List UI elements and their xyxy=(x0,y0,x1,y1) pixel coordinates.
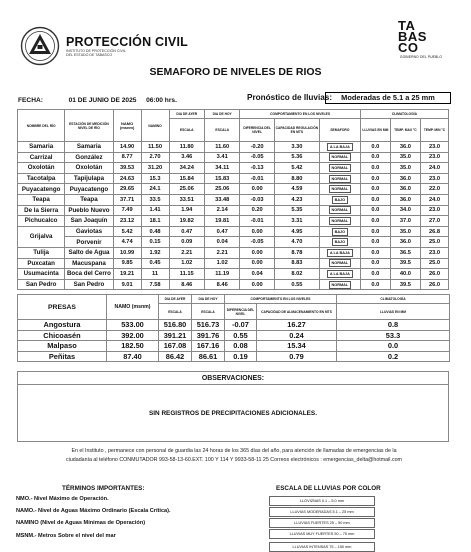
semaforo-cell xyxy=(319,142,360,153)
contact-info xyxy=(18,447,450,464)
presa-row xyxy=(18,330,450,341)
contact-line1: En el Instituto , permanece con personal de guardia las 24 horas de los 365 días del año, para atención de llamadas de emergencias de la xyxy=(71,448,397,454)
cell-est: González xyxy=(65,152,113,163)
cell-namino: 11.50 xyxy=(141,142,169,153)
cell-tmax: 36.0 xyxy=(390,194,420,205)
escala-item-intensas: LLUVIAS INTENSAS 75 – 150 mm xyxy=(269,542,375,552)
presa-cell-namo: 392.00 xyxy=(107,330,159,341)
semaforo-badge: NORMAL xyxy=(329,153,352,161)
cell-namo: 9.01 xyxy=(113,279,141,290)
cell-tmax: 39.5 xyxy=(390,279,420,290)
cell-namino: 7.58 xyxy=(141,279,169,290)
cell-cap: 4.95 xyxy=(274,226,319,237)
cell-hoy: 19.81 xyxy=(204,216,239,227)
cell-hoy: 8.46 xyxy=(204,279,239,290)
river-row xyxy=(18,173,449,184)
semaforo-cell xyxy=(319,173,360,184)
cell-ayer: 15.84 xyxy=(169,173,204,184)
cell-namino: 1.92 xyxy=(141,247,169,258)
org-subtitle xyxy=(66,49,126,58)
river-row xyxy=(18,205,449,216)
observaciones-title: OBSERVACIONES: xyxy=(18,372,449,385)
cell-namino: 0.48 xyxy=(141,226,169,237)
presa-cell-dif: 0.08 xyxy=(225,341,257,352)
cell-namo: 10.99 xyxy=(113,247,141,258)
cell-dif: -0.05 xyxy=(240,237,274,248)
river-row xyxy=(18,216,449,227)
cell-est: San Pedro xyxy=(65,279,113,290)
cell-hoy: 25.06 xyxy=(204,184,239,195)
fecha-label: FECHA: xyxy=(18,97,43,104)
cell-namo: 7.49 xyxy=(113,205,141,216)
cell-tmax: 35.0 xyxy=(390,152,420,163)
cell-dif: 0.00 xyxy=(240,258,274,269)
cell-cap: 3.30 xyxy=(274,142,319,153)
cell-est: Pueblo Nuevo xyxy=(65,205,113,216)
header xyxy=(0,0,471,66)
cell-lluv: 0.0 xyxy=(360,142,390,153)
cell-ayer: 19.82 xyxy=(169,216,204,227)
cell-namo: 5.42 xyxy=(113,226,141,237)
org-title: PROTECCIÓN CIVIL xyxy=(66,35,188,49)
presa-cell-dif: -0.07 xyxy=(225,320,257,331)
semaforo-cell xyxy=(319,226,360,237)
cell-tmin: 23.0 xyxy=(420,142,448,153)
th-capacidad: CAPACIDAD REGULACIÓN EN MTS xyxy=(274,119,319,142)
th-presas-dia-ayer: DIA DE AYER xyxy=(159,295,192,304)
th-temp-max: TEMP. MAX °C xyxy=(390,119,420,142)
escala-item-fuertes: LLUVIAS FUERTES 25 – 50 mm xyxy=(269,518,375,528)
cell-tmin: 23.0 xyxy=(420,173,448,184)
cell-namino: 11 xyxy=(141,269,169,280)
semaforo-cell xyxy=(319,184,360,195)
semaforo-badge: NORMAL xyxy=(329,164,352,172)
presa-cell-lluv: 53.3 xyxy=(337,330,450,341)
termino-item: NAMO.- Nivel de Aguas Máximo Ordinario (Escala Crítica). xyxy=(16,508,171,514)
cell-cap: 5.35 xyxy=(274,205,319,216)
escala-item-muy-fuertes: LLUVIAS MUY FUERTES 50 – 75 mm xyxy=(269,529,375,539)
presa-cell-name: Chicoasén xyxy=(18,330,107,341)
cell-cap: 8.78 xyxy=(274,247,319,258)
cell-tmin: 24.0 xyxy=(420,163,448,174)
semaforo-badge: A LA BAJA xyxy=(327,270,353,278)
cell-namino: 31.20 xyxy=(141,163,169,174)
page-title: SEMAFORO DE NIVELES DE RIOS xyxy=(149,66,322,78)
cell-cap: 0.55 xyxy=(274,279,319,290)
cell-namino: 2.70 xyxy=(141,152,169,163)
proteccion-civil-logo xyxy=(20,26,60,66)
th-semaforo: SEMAFORO xyxy=(319,119,360,142)
cell-lluv: 0.0 xyxy=(360,173,390,184)
semaforo-badge: NORMAL xyxy=(329,259,352,267)
cell-dif: 0.20 xyxy=(240,205,274,216)
cell-tmax: 37.0 xyxy=(390,216,420,227)
cell-namo: 23.12 xyxy=(113,216,141,227)
presa-row xyxy=(18,351,450,362)
semaforo-badge: NORMAL xyxy=(329,185,352,193)
th-temp-min: TEMP. MIN °C xyxy=(420,119,448,142)
cell-namo: 19.21 xyxy=(113,269,141,280)
cell-tmin: 27.0 xyxy=(420,216,448,227)
semaforo-badge: NORMAL xyxy=(329,281,352,289)
rio-name-cell: Carrizal xyxy=(18,152,65,163)
cell-namino: 0.15 xyxy=(141,237,169,248)
semaforo-cell xyxy=(319,237,360,248)
presas-table xyxy=(17,294,450,362)
cell-hoy: 33.48 xyxy=(204,194,239,205)
rio-name-cell: Pichucalco xyxy=(18,216,65,227)
presa-cell-namo: 87.40 xyxy=(107,351,159,362)
gobierno-label: GOBIERNO DEL PUEBLO xyxy=(399,55,443,59)
cell-tmin: 24.0 xyxy=(420,194,448,205)
presa-cell-namo: 533.00 xyxy=(107,320,159,331)
cell-dif: -0.05 xyxy=(240,152,274,163)
th-presas-namo: NAMO (msnm) xyxy=(107,295,159,320)
cell-dif: 0.00 xyxy=(240,184,274,195)
cell-ayer: 2.21 xyxy=(169,247,204,258)
rio-name-cell: Teapa xyxy=(18,194,65,205)
cell-dif: -0.01 xyxy=(240,216,274,227)
cell-lluv: 0.0 xyxy=(360,269,390,280)
cell-namino: 1.41 xyxy=(141,205,169,216)
presa-cell-hoy: 391.76 xyxy=(192,330,225,341)
th-dia-ayer: DIA DE AYER xyxy=(169,110,204,119)
semaforo-cell xyxy=(319,216,360,227)
river-row xyxy=(18,269,449,280)
escala-title: ESCALA DE LLUVIAS POR COLOR xyxy=(276,485,381,492)
cell-hoy: 34.11 xyxy=(204,163,239,174)
cell-lluv: 0.0 xyxy=(360,258,390,269)
cell-dif: -0.20 xyxy=(240,142,274,153)
th-presas-diferencia: DIFERENCIA DEL NIVEL xyxy=(225,304,257,320)
cell-dif: -0.03 xyxy=(240,194,274,205)
semaforo-cell xyxy=(319,247,360,258)
cell-dif: 0.00 xyxy=(240,226,274,237)
cell-ayer: 8.46 xyxy=(169,279,204,290)
escala-item-lloviznas: LLOVIZNAS 0.1 – 5.0 mm xyxy=(269,496,375,506)
presa-cell-ayer: 391.21 xyxy=(159,330,192,341)
cell-namo: 8.77 xyxy=(113,152,141,163)
th-lluvias: LLUVIAS EN MM xyxy=(360,119,390,142)
th-estacion: ESTACIÓN DE MEDICIÓN NIVEL DE RÍO xyxy=(65,110,113,142)
cell-ayer: 25.06 xyxy=(169,184,204,195)
river-row xyxy=(18,237,449,248)
cell-est: Oxolotán xyxy=(65,163,113,174)
rio-name-cell: Grijalva xyxy=(18,226,65,247)
cell-dif: 0.04 xyxy=(240,269,274,280)
rio-name-cell: Puyacatengo xyxy=(18,184,65,195)
cell-dif: -0.01 xyxy=(240,173,274,184)
cell-lluv: 0.0 xyxy=(360,194,390,205)
cell-tmin: 23.0 xyxy=(420,247,448,258)
presa-cell-cap: 0.24 xyxy=(257,330,337,341)
cell-lluv: 0.0 xyxy=(360,216,390,227)
presa-cell-lluv: 0.2 xyxy=(337,351,450,362)
cell-tmin: 26.0 xyxy=(420,279,448,290)
cell-hoy: 0.04 xyxy=(204,237,239,248)
cell-namino: 0.45 xyxy=(141,258,169,269)
cell-hoy: 0.47 xyxy=(204,226,239,237)
cell-ayer: 34.24 xyxy=(169,163,204,174)
cell-ayer: 11.15 xyxy=(169,269,204,280)
rio-name-cell: Samaria xyxy=(18,142,65,153)
presa-cell-dif: 0.55 xyxy=(225,330,257,341)
cell-tmin: 25.0 xyxy=(420,258,448,269)
cell-cap: 4.23 xyxy=(274,194,319,205)
cell-lluv: 0.0 xyxy=(360,237,390,248)
cell-lluv: 0.0 xyxy=(360,226,390,237)
semaforo-badge: BAJO xyxy=(332,238,349,246)
cell-lluv: 0.0 xyxy=(360,163,390,174)
tabasco-logo xyxy=(398,20,444,59)
cell-namo: 37.71 xyxy=(113,194,141,205)
semaforo-cell xyxy=(319,279,360,290)
tabasco-line1: TA xyxy=(398,18,416,33)
cell-tmax: 36.0 xyxy=(390,173,420,184)
th-dia-hoy: DIA DE HOY xyxy=(204,110,239,119)
river-row xyxy=(18,258,449,269)
cell-est: Macuspana xyxy=(65,258,113,269)
fecha-time: 06:00 hrs. xyxy=(146,97,177,104)
th-namino: NAMINO xyxy=(141,110,169,142)
th-presas-comportamiento: COMPORTAMIENTO EN LOS NIVELES xyxy=(225,295,337,304)
cell-est: Salto de Agua xyxy=(65,247,113,258)
presa-row xyxy=(18,341,450,352)
semaforo-badge: BAJO xyxy=(332,228,349,236)
th-climatologia: CLIMATOLOGÍA xyxy=(360,110,448,119)
cell-tmin: 22.0 xyxy=(420,184,448,195)
cell-namino: 15.3 xyxy=(141,173,169,184)
cell-tmin: 26.0 xyxy=(420,269,448,280)
cell-tmax: 36.0 xyxy=(390,142,420,153)
semaforo-badge: NORMAL xyxy=(329,206,352,214)
cell-cap: 3.31 xyxy=(274,216,319,227)
semaforo-badge: A LA BAJA xyxy=(327,143,353,151)
river-row xyxy=(18,184,449,195)
cell-cap: 4.70 xyxy=(274,237,319,248)
cell-lluv: 0.0 xyxy=(360,279,390,290)
river-row xyxy=(18,142,449,153)
cell-tmax: 36.0 xyxy=(390,184,420,195)
rivers-table xyxy=(17,109,449,290)
org-sub-line1: INSTITUTO DE PROTECCIÓN CIVIL xyxy=(66,49,126,53)
semaforo-cell xyxy=(319,152,360,163)
cell-tmax: 35.0 xyxy=(390,163,420,174)
cell-ayer: 11.80 xyxy=(169,142,204,153)
cell-lluv: 0.0 xyxy=(360,152,390,163)
pronostico-label: Pronóstico de lluvias: xyxy=(247,93,333,102)
cell-tmax: 34.0 xyxy=(390,205,420,216)
cell-ayer: 1.02 xyxy=(169,258,204,269)
th-comportamiento: COMPORTAMIENTO EN LOS NIVELES xyxy=(240,110,360,119)
th-presas-lluvias: LLUVIAS EN MM xyxy=(337,304,450,320)
cell-dif: -0.13 xyxy=(240,163,274,174)
cell-est: Teapa xyxy=(65,194,113,205)
cell-cap: 5.36 xyxy=(274,152,319,163)
rio-name-cell: De la Sierra xyxy=(18,205,65,216)
cell-est: Boca del Cerro xyxy=(65,269,113,280)
presa-cell-lluv: 0.0 xyxy=(337,341,450,352)
termino-item: MSNM.- Metros Sobre el nivel del mar xyxy=(16,533,116,539)
th-diferencia: DIFERENCIA DEL NIVEL xyxy=(240,119,274,142)
cell-tmax: 35.0 xyxy=(390,226,420,237)
cell-ayer: 33.51 xyxy=(169,194,204,205)
cell-hoy: 1.02 xyxy=(204,258,239,269)
cell-namo: 9.85 xyxy=(113,258,141,269)
fecha-date: 01 DE JUNIO DE 2025 xyxy=(68,97,137,104)
tabasco-line3: CO xyxy=(398,40,419,55)
contact-line2: ciudadanía al teléfono CONMUTADOR 993-58-13-60.EXT. 100 Y 114 Y 9933-58-11 25 Correos electrónicos : emergencias_delta@hotmail.com xyxy=(66,456,402,463)
presa-cell-cap: 0.79 xyxy=(257,351,337,362)
cell-tmin: 23.0 xyxy=(420,205,448,216)
cell-hoy: 11.60 xyxy=(204,142,239,153)
semaforo-cell xyxy=(319,163,360,174)
cell-ayer: 3.46 xyxy=(169,152,204,163)
cell-est: Porvenir xyxy=(65,237,113,248)
cell-tmax: 36.0 xyxy=(390,237,420,248)
cell-est: Gaviotas xyxy=(65,226,113,237)
cell-lluv: 0.0 xyxy=(360,205,390,216)
river-row xyxy=(18,247,449,258)
escala-item-moderadas: LLUVIAS MODERADAS 5.1 – 25 mm xyxy=(269,507,375,517)
presa-cell-dif: 0.19 xyxy=(225,351,257,362)
cell-cap: 8.02 xyxy=(274,269,319,280)
semaforo-cell xyxy=(319,269,360,280)
rio-name-cell: Puxcatan xyxy=(18,258,65,269)
presa-cell-ayer: 86.42 xyxy=(159,351,192,362)
th-presas-dia-hoy: DIA DE HOY xyxy=(192,295,225,304)
semaforo-cell xyxy=(319,258,360,269)
cell-hoy: 2.14 xyxy=(204,205,239,216)
rio-name-cell: Usumacinta xyxy=(18,269,65,280)
cell-hoy: 2.21 xyxy=(204,247,239,258)
tabasco-line2: BAS xyxy=(398,29,427,44)
cell-hoy: 15.83 xyxy=(204,173,239,184)
observaciones-body: SIN REGISTROS DE PRECIPITACIONES ADICIONALES. xyxy=(18,385,449,442)
cell-dif: 0.00 xyxy=(240,247,274,258)
presa-cell-hoy: 167.16 xyxy=(192,341,225,352)
cell-est: Samaria xyxy=(65,142,113,153)
cell-namino: 24.1 xyxy=(141,184,169,195)
river-row xyxy=(18,194,449,205)
presa-cell-hoy: 86.61 xyxy=(192,351,225,362)
observaciones-table xyxy=(17,371,449,442)
th-presas-escala-ayer: ESCALA xyxy=(159,304,192,320)
semaforo-badge: BAJO xyxy=(332,196,349,204)
org-sub-line2: DEL ESTADO DE TABASCO xyxy=(66,53,113,58)
th-namo: NAMO (msnm) xyxy=(113,110,141,142)
semaforo-badge: NORMAL xyxy=(329,175,352,183)
pronostico-value: Moderadas de 5.1 a 25 mm xyxy=(325,92,451,104)
termino-item: NMO.- Nivel Máximo de Operación. xyxy=(16,496,109,502)
cell-cap: 8.80 xyxy=(274,173,319,184)
cell-tmax: 36.5 xyxy=(390,247,420,258)
cell-namo: 4.74 xyxy=(113,237,141,248)
cell-est: San Joaquín xyxy=(65,216,113,227)
semaforo-cell xyxy=(319,205,360,216)
th-escala-hoy: ESCALA xyxy=(204,119,239,142)
presa-cell-name: Peñitas xyxy=(18,351,107,362)
semaforo-cell xyxy=(319,194,360,205)
th-presas-escala-hoy: ESCALA xyxy=(192,304,225,320)
cell-est: Tapijulapa xyxy=(65,173,113,184)
cell-cap: 8.83 xyxy=(274,258,319,269)
th-presas: PRESAS xyxy=(18,295,107,320)
termino-item: NAMINO (Nivel de Aguas Mínimas de Operación) xyxy=(16,520,146,526)
cell-tmin: 23.0 xyxy=(420,152,448,163)
cell-ayer: 0.09 xyxy=(169,237,204,248)
fecha-row xyxy=(18,97,177,104)
river-row xyxy=(18,163,449,174)
cell-tmin: 25.0 xyxy=(420,237,448,248)
presa-row xyxy=(18,320,450,331)
terminos-title: TÉRMINOS IMPORTANTES: xyxy=(62,485,145,492)
cell-hoy: 11.19 xyxy=(204,269,239,280)
presa-cell-hoy: 516.73 xyxy=(192,320,225,331)
semaforo-badge: NORMAL xyxy=(329,217,352,225)
presa-cell-name: Angostura xyxy=(18,320,107,331)
th-presas-capacidad: CAPACIDAD DE ALMACENAMIENTO EN MTS xyxy=(257,304,337,320)
cell-hoy: 3.41 xyxy=(204,152,239,163)
cell-tmax: 40.0 xyxy=(390,269,420,280)
cell-ayer: 0.47 xyxy=(169,226,204,237)
rio-name-cell: Tacotalpa xyxy=(18,173,65,184)
cell-ayer: 1.94 xyxy=(169,205,204,216)
cell-namino: 18.1 xyxy=(141,216,169,227)
presa-cell-name: Malpaso xyxy=(18,341,107,352)
cell-dif: 0.00 xyxy=(240,279,274,290)
semaforo-badge: A LA BAJA xyxy=(327,249,353,257)
cell-namo: 29.65 xyxy=(113,184,141,195)
presa-cell-ayer: 167.08 xyxy=(159,341,192,352)
presa-cell-cap: 15.34 xyxy=(257,341,337,352)
river-row xyxy=(18,226,449,237)
cell-lluv: 0.0 xyxy=(360,247,390,258)
presa-cell-ayer: 516.80 xyxy=(159,320,192,331)
river-row xyxy=(18,279,449,290)
cell-tmax: 39.5 xyxy=(390,258,420,269)
th-escala-ayer: ESCALA xyxy=(169,119,204,142)
rio-name-cell: Oxolotán xyxy=(18,163,65,174)
cell-namo: 24.63 xyxy=(113,173,141,184)
cell-namo: 14.90 xyxy=(113,142,141,153)
cell-lluv: 0.0 xyxy=(360,184,390,195)
rio-name-cell: Tulija xyxy=(18,247,65,258)
cell-cap: 4.59 xyxy=(274,184,319,195)
rio-name-cell: San Pedro xyxy=(18,279,65,290)
th-presas-climatologia: CLIMATOLOGÍA xyxy=(337,295,450,304)
th-nombre-rio: NOMBRE DEL RÍO xyxy=(18,110,65,142)
presa-cell-lluv: 0.8 xyxy=(337,320,450,331)
river-row xyxy=(18,152,449,163)
cell-est: Puyacatengo xyxy=(65,184,113,195)
cell-tmin: 26.8 xyxy=(420,226,448,237)
presa-cell-cap: 16.27 xyxy=(257,320,337,331)
cell-namo: 39.53 xyxy=(113,163,141,174)
presa-cell-namo: 182.50 xyxy=(107,341,159,352)
cell-cap: 5.42 xyxy=(274,163,319,174)
cell-namino: 33.5 xyxy=(141,194,169,205)
